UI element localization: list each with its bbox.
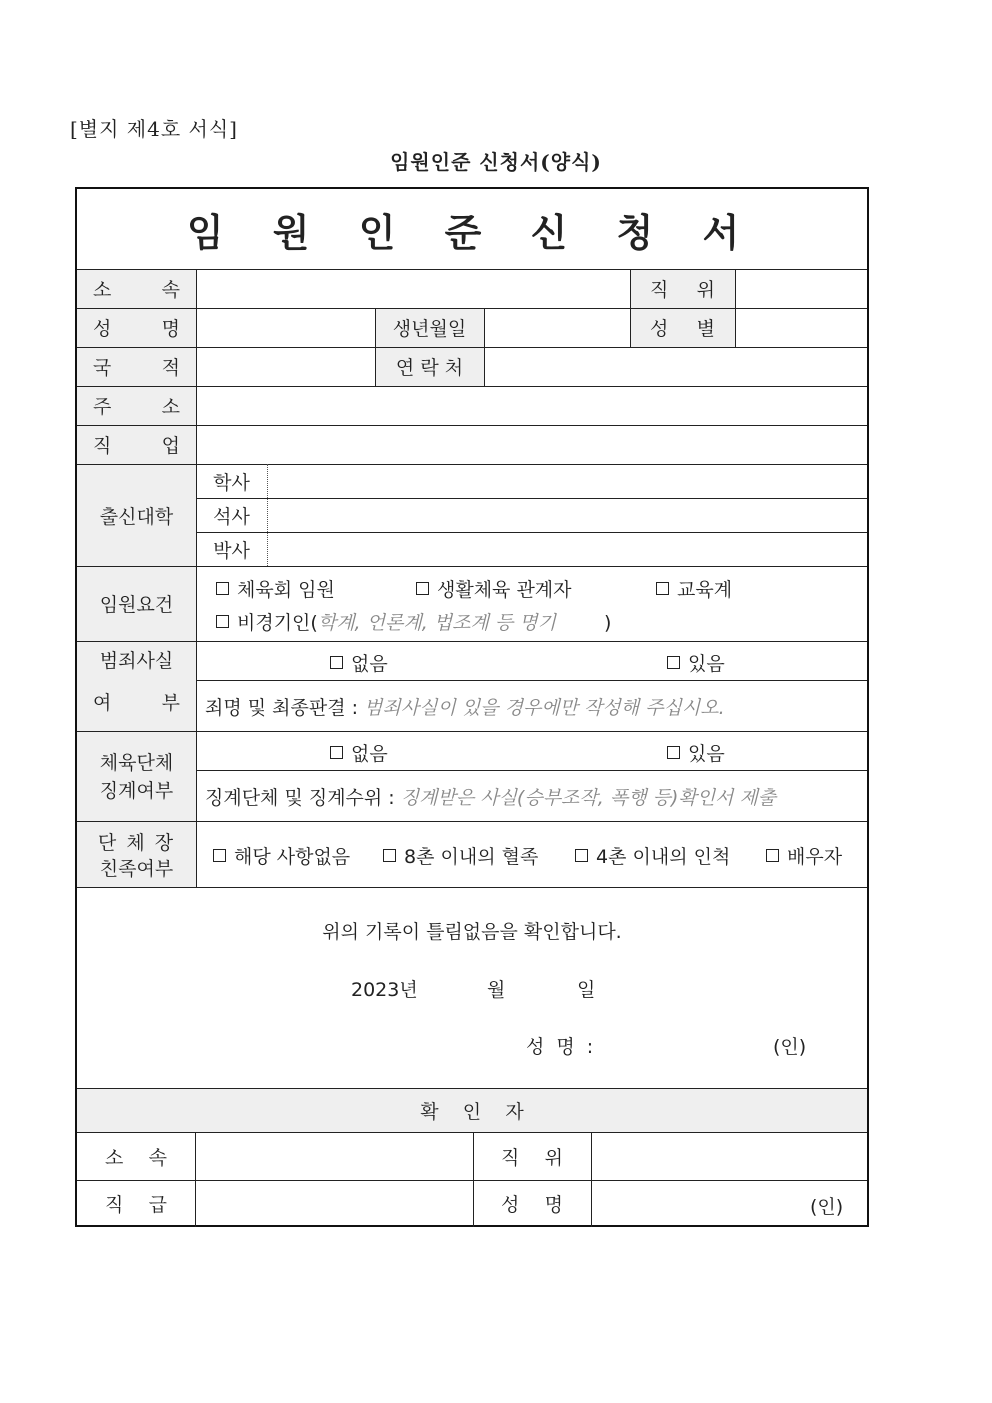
- checkbox-icon[interactable]: [656, 582, 669, 595]
- bachelor-field[interactable]: [269, 465, 866, 497]
- confirmer-seal[interactable]: (인): [810, 1196, 844, 1218]
- checkbox-icon[interactable]: [216, 615, 229, 628]
- discipline-detail-line[interactable]: 징계단체 및 징계수위 : 징계받은 사실(승부조작, 폭행 등)확인서 제출: [205, 787, 777, 809]
- crime-detail-line[interactable]: 죄명 및 최종판결 : 범죄사실이 있을 경우에만 작성해 주십시오.: [205, 697, 725, 719]
- confirmer-position-field[interactable]: [592, 1133, 866, 1179]
- birth-label: 생년월일: [392, 318, 467, 340]
- checkbox-icon[interactable]: [330, 656, 343, 669]
- doctor-label: 박사: [213, 539, 250, 562]
- relative-option-spouse[interactable]: 배우자: [766, 842, 842, 869]
- form-title: 임 원 인 준 신 청 서: [186, 210, 758, 255]
- birth-field[interactable]: [485, 309, 629, 346]
- applicant-sign-label: 성 명 :: [526, 1036, 597, 1058]
- checkbox-icon[interactable]: [575, 849, 588, 862]
- occupation-label: 직 업: [93, 435, 180, 457]
- checkbox-icon[interactable]: [766, 849, 779, 862]
- requirement-option-non-athlete[interactable]: 비경기인(학계, 언론계, 법조계 등 명기 ): [216, 608, 611, 635]
- crime-exists-option[interactable]: 있음: [667, 649, 725, 676]
- crime-label-line2: 여 부: [93, 691, 180, 714]
- confirmer-name-label: 성 명: [501, 1194, 563, 1216]
- form-number-label: [별지 제4호 서식]: [70, 117, 238, 141]
- gender-field[interactable]: [736, 309, 866, 346]
- requirement-label: 임원요건: [99, 594, 174, 616]
- confirmer-header: 확 인 자: [420, 1100, 524, 1123]
- confirmer-affiliation-label: 소 속: [105, 1146, 167, 1169]
- confirmer-rank-field[interactable]: [196, 1181, 472, 1226]
- document-title: 임원인준 신청서(양식): [390, 150, 602, 174]
- confirmer-affiliation-field[interactable]: [196, 1133, 472, 1179]
- checkbox-icon[interactable]: [213, 849, 226, 862]
- name-label: 성 명: [93, 318, 180, 340]
- position-label: 직 위: [650, 279, 715, 301]
- checkbox-icon[interactable]: [667, 656, 680, 669]
- university-label: 출신대학: [99, 505, 174, 528]
- master-label: 석사: [213, 505, 250, 528]
- confirmer-rank-label: 직 급: [105, 1194, 167, 1216]
- checkbox-icon[interactable]: [667, 746, 680, 759]
- checkbox-icon[interactable]: [330, 746, 343, 759]
- discipline-exists-option[interactable]: 있음: [667, 739, 725, 766]
- declaration-statement: 위의 기록이 틀림없음을 확인합니다.: [322, 920, 622, 943]
- nationality-label: 국 적: [93, 357, 180, 379]
- contact-label: 연 락 처: [395, 357, 464, 379]
- master-field[interactable]: [269, 499, 866, 531]
- requirement-option-education[interactable]: 교육계: [656, 575, 732, 602]
- relative-label-line1: 단 체 장: [97, 831, 176, 854]
- date-month[interactable]: 월: [487, 979, 506, 1001]
- relative-option-none[interactable]: 해당 사항없음: [213, 842, 350, 869]
- application-form: [75, 187, 869, 1227]
- discipline-label-line2: 징계여부: [99, 779, 174, 802]
- crime-label-line1: 범죄사실: [99, 649, 174, 672]
- applicant-seal[interactable]: (인): [773, 1036, 807, 1058]
- requirement-option-athletics-officer[interactable]: 체육회 임원: [216, 575, 335, 602]
- affiliation-label: 소 속: [93, 279, 180, 301]
- address-field[interactable]: [197, 387, 866, 424]
- discipline-none-option[interactable]: 없음: [330, 739, 388, 766]
- checkbox-icon[interactable]: [216, 582, 229, 595]
- checkbox-icon[interactable]: [383, 849, 396, 862]
- relative-label-line2: 친족여부: [99, 857, 174, 880]
- gender-label: 성 별: [650, 318, 715, 340]
- date-year: 2023년: [351, 979, 418, 1001]
- discipline-label-line1: 체육단체: [99, 751, 174, 774]
- contact-field[interactable]: [485, 348, 866, 385]
- occupation-field[interactable]: [197, 426, 866, 463]
- relative-option-blood-relative[interactable]: 8촌 이내의 혈족: [383, 842, 538, 869]
- requirement-option-sports-for-all[interactable]: 생활체육 관계자: [416, 575, 572, 602]
- confirmer-position-label: 직 위: [501, 1146, 563, 1169]
- doctor-field[interactable]: [269, 533, 866, 565]
- checkbox-icon[interactable]: [416, 582, 429, 595]
- nationality-field[interactable]: [197, 348, 374, 385]
- crime-none-option[interactable]: 없음: [330, 649, 388, 676]
- position-field[interactable]: [736, 270, 866, 307]
- affiliation-field[interactable]: [197, 270, 629, 307]
- bachelor-label: 학사: [213, 471, 250, 494]
- address-label: 주 소: [93, 396, 180, 418]
- date-day[interactable]: 일: [577, 979, 596, 1001]
- name-field[interactable]: [197, 309, 374, 346]
- relative-option-in-law[interactable]: 4촌 이내의 인척: [575, 842, 730, 869]
